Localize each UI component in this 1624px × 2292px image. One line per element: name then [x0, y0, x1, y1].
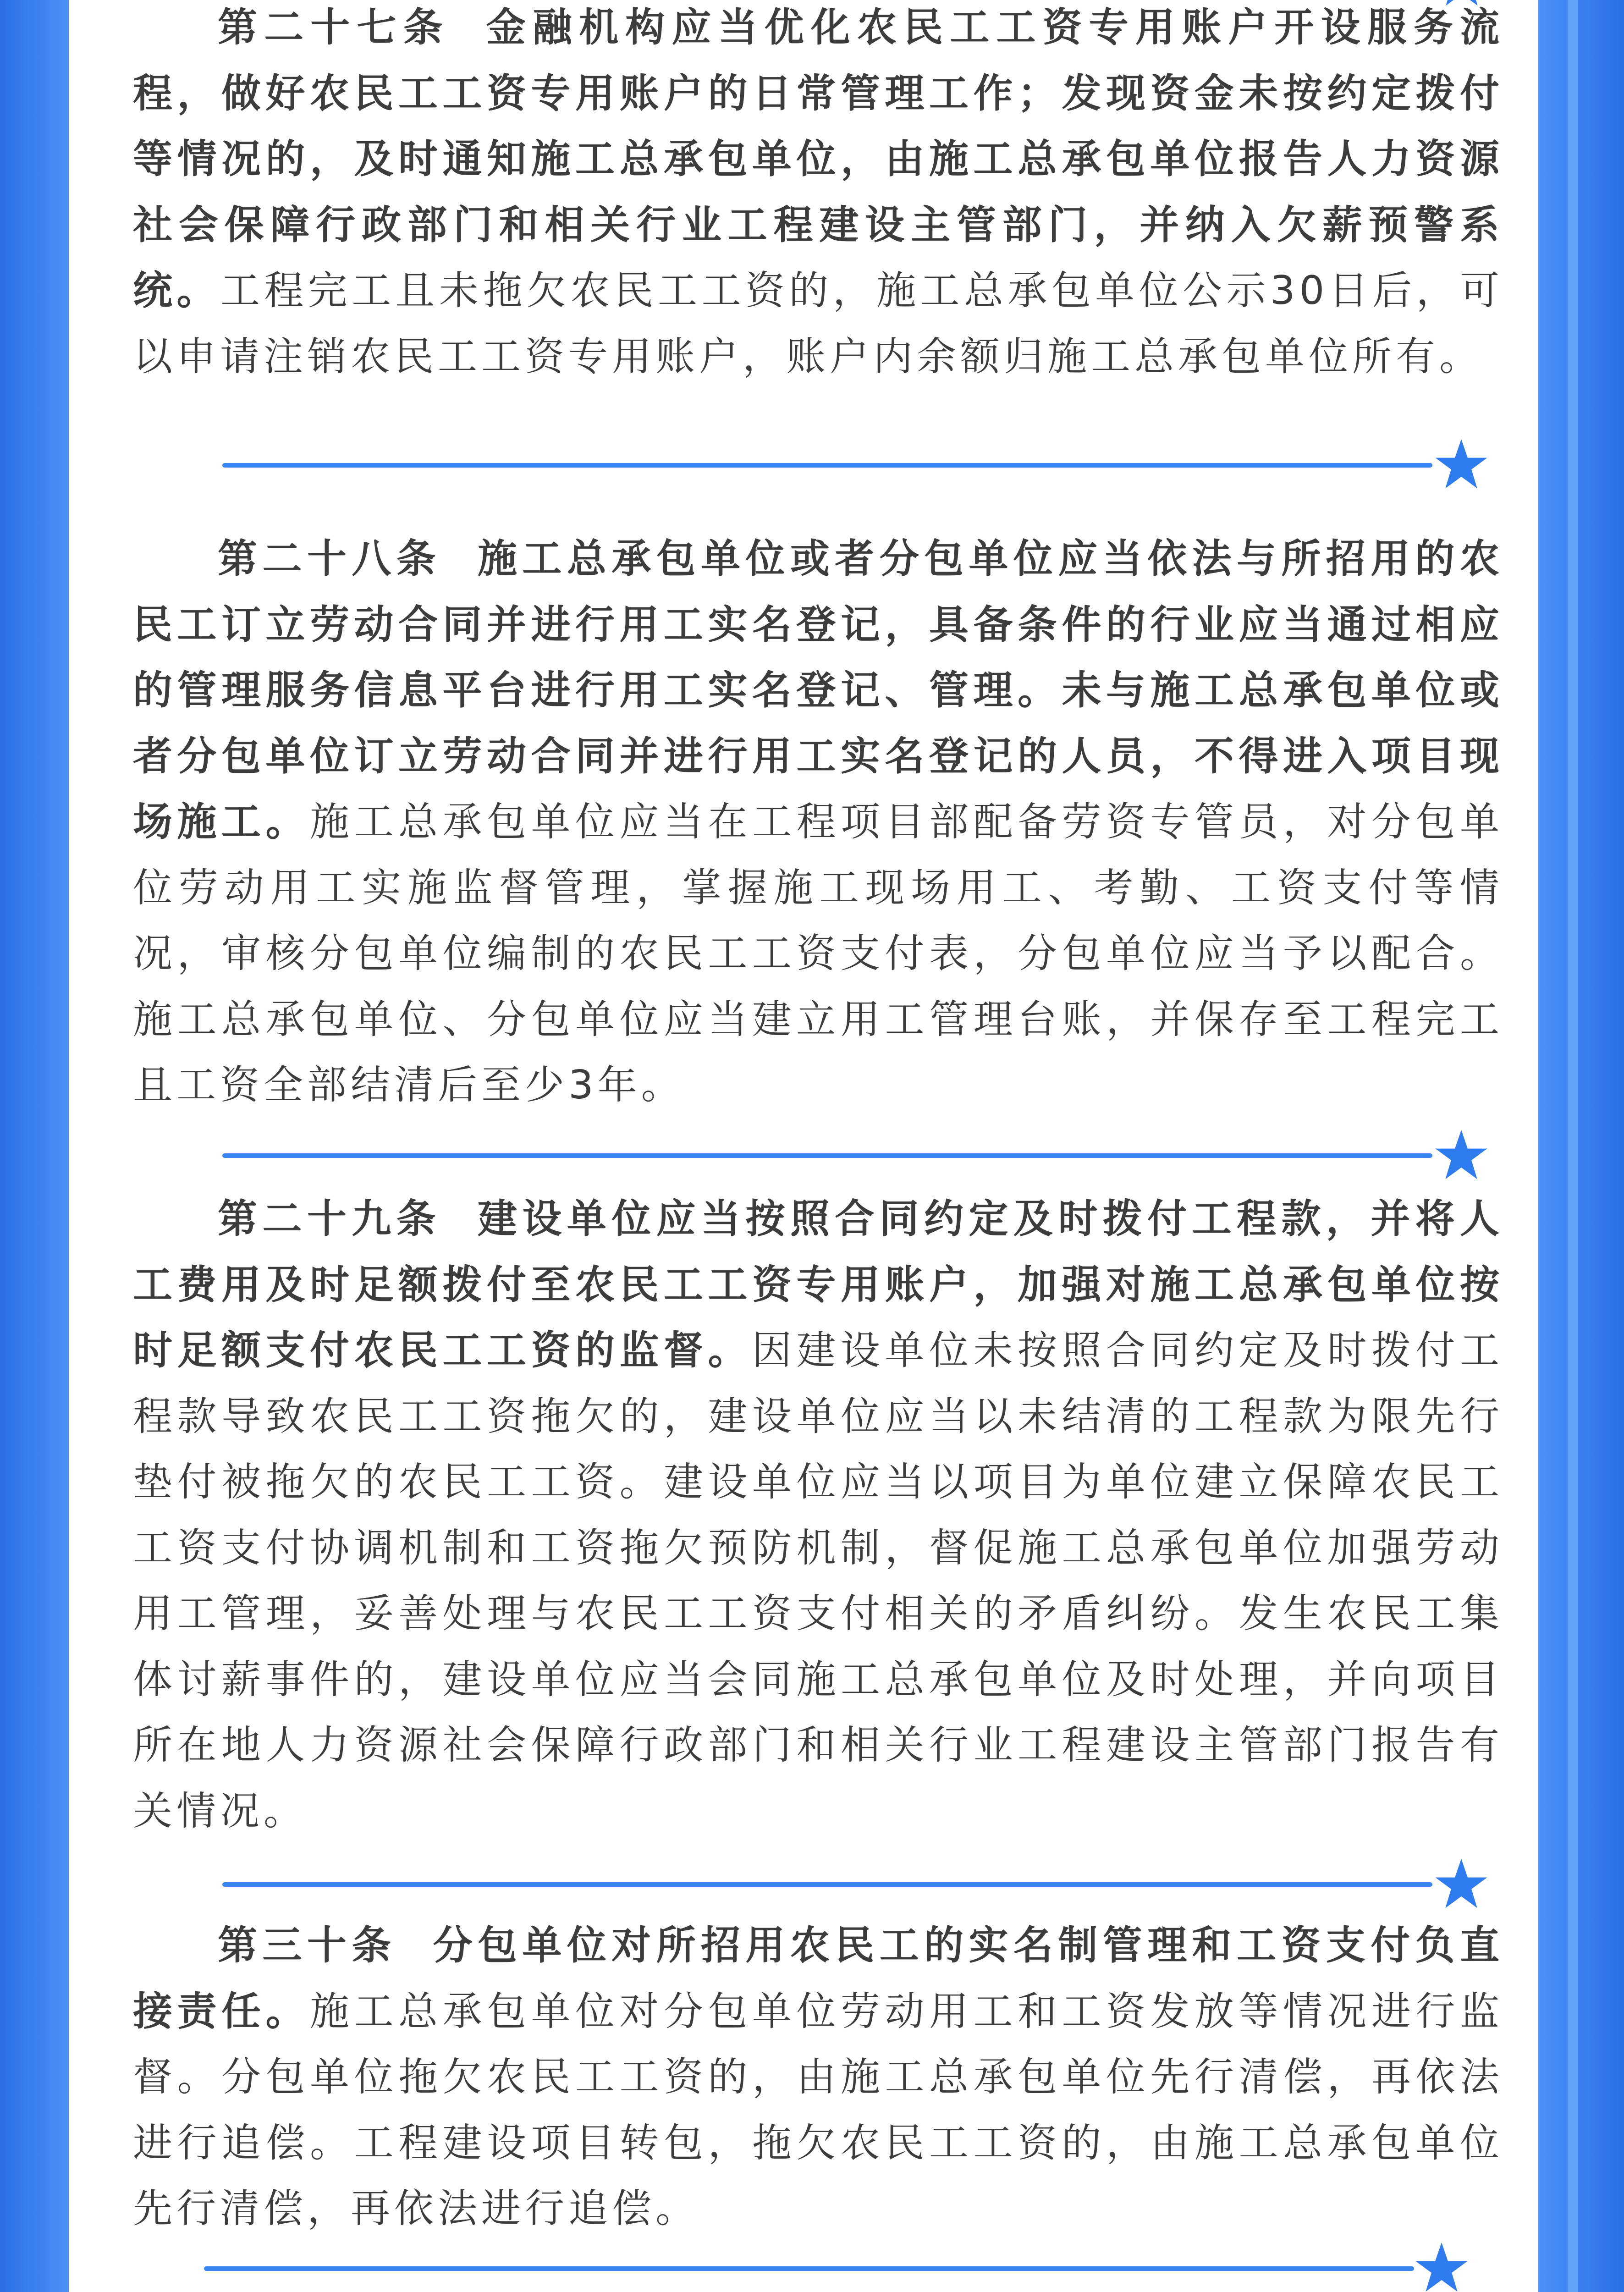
- section-divider: [222, 1882, 1432, 1887]
- article-number: 第二十八条: [218, 536, 441, 582]
- frame-edge-left: [0, 0, 69, 2292]
- article-key-provision: 金融机构应当优化农民工工资专用账户开设服务流程，做好农民工工资专用账户的日常管理工作；发现资金未按约定拨付等情况的，及时通知施工总承包单位，由施工总承包单位报告人力资源社会保障行政部门和相关行业工程建设主管部门，并纳入欠薪预警系统。: [133, 5, 1504, 314]
- article-27: [133, 0, 1503, 390]
- section-divider: [204, 2266, 1414, 2271]
- star-icon: [1415, 2242, 1469, 2292]
- article-body: 施工总承包单位对分包单位劳动用工和工资发放等情况进行监督。分包单位拖欠农民工工资的，由施工总承包单位先行清偿，再依法进行追偿。工程建设项目转包，拖欠农民工工资的，由施工总承包单位先行清偿，再依法进行追偿。: [133, 1988, 1503, 2231]
- article-number: 第二十九条: [218, 1196, 441, 1242]
- frame-stripe-right: [1568, 0, 1578, 2292]
- article-28: [133, 526, 1503, 1118]
- star-icon: [1434, 1859, 1488, 1910]
- article-number: 第三十条: [218, 1923, 396, 1968]
- article-key-provision: 施工总承包单位或者分包单位应当依法与所招用的农民工订立劳动合同并进行用工实名登记，具备条件的行业应当通过相应的管理服务信息平台进行用工实名登记、管理。未与施工总承包单位或者分包单位订立劳动合同并进行用工实名登记的人员，不得进入项目现场施工。: [133, 536, 1504, 845]
- article-29: [133, 1186, 1503, 1844]
- article-30: [133, 1913, 1503, 2242]
- article-number: 第二十七条: [218, 5, 450, 50]
- star-icon: [1434, 1130, 1488, 1181]
- article-body: 施工总承包单位应当在工程项目部配备劳资专管员，对分包单位劳动用工实施监督管理，掌握施工现场用工、考勤、工资支付等情况，审核分包单位编制的农民工工资支付表，分包单位应当予以配合。施工总承包单位、分包单位应当建立用工管理台账，并保存至工程完工且工资全部结清后至少3年。: [133, 799, 1503, 1108]
- article-body: 工程完工且未拖欠农民工工资的，施工总承包单位公示30日后，可以申请注销农民工工资专用账户，账户内余额归施工总承包单位所有。: [133, 268, 1503, 380]
- article-body: 因建设单位未按照合同约定及时拨付工程款导致农民工工资拖欠的，建设单位应当以未结清的工程款为限先行垫付被拖欠的农民工工资。建设单位应当以项目为单位建立保障农民工工资支付协调机制和工资拖欠预防机制，督促施工总承包单位加强劳动用工管理，妥善处理与农民工工资支付相关的矛盾纠纷。发生农民工集体讨薪事件的，建设单位应当会同施工总承包单位及时处理，并向项目所在地人力资源社会保障行政部门和相关行业工程建设主管部门报告有关情况。: [133, 1328, 1503, 1834]
- section-divider: [222, 463, 1432, 468]
- star-icon: [1434, 439, 1488, 490]
- article-key-provision: 分包单位对所招用农民工的实名制管理和工资支付负直接责任。: [133, 1923, 1504, 2034]
- section-divider: [222, 1153, 1432, 1158]
- article-key-provision: 建设单位应当按照合同约定及时拨付工程款，并将人工费用及时足额拨付至农民工工资专用账户，加强对施工总承包单位按时足额支付农民工工资的监督。: [133, 1196, 1504, 1373]
- frame-edge-right: [1537, 0, 1624, 2292]
